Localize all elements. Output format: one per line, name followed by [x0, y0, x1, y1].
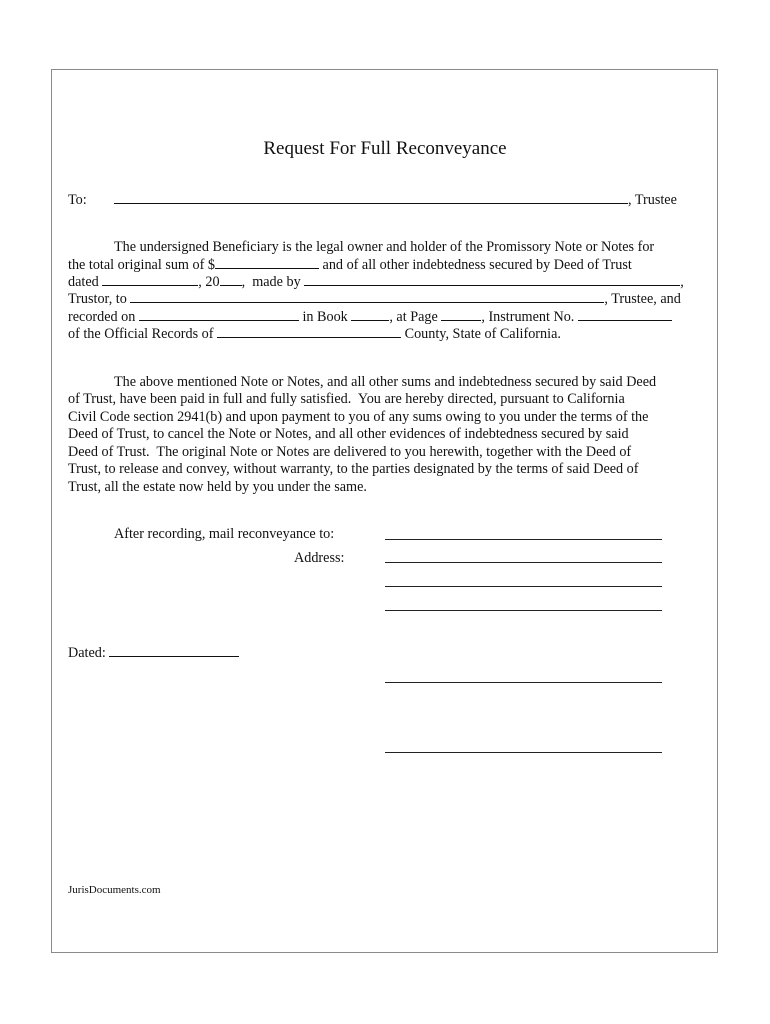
para1-line5: recorded on in Book , at Page , Instrument No. — [68, 308, 672, 326]
trustee-to-field[interactable] — [130, 291, 604, 303]
to-label: To: — [68, 192, 87, 208]
para2-line3: Civil Code section 2941(b) and upon payment to you of any sums owing to you under the terms of the — [68, 409, 649, 425]
para2-line4: Deed of Trust, to cancel the Note or Notes, and all other evidences of indebtedness secured by said — [68, 426, 629, 442]
instrument-no-field[interactable] — [578, 309, 672, 321]
para2-line6: Trust, to release and convey, without warranty, to the parties designated by the terms of said Deed of — [68, 461, 639, 477]
para2-line2: of Trust, have been paid in full and fully satisfied. You are hereby directed, pursuant to California — [68, 391, 625, 407]
address-line2-field[interactable] — [385, 586, 662, 587]
para2-line1: The above mentioned Note or Notes, and all other sums and indebtedness secured by said Deed — [114, 374, 657, 390]
original-sum-field[interactable] — [215, 257, 319, 269]
to-row — [68, 191, 87, 209]
book-field[interactable] — [351, 309, 389, 321]
document-title: Request For Full Reconveyance — [263, 138, 507, 159]
para1-line3: dated , 20 , made by , — [68, 274, 684, 290]
para1-line4: Trustor, to , Trustee, and — [68, 291, 681, 307]
signature-line-1[interactable] — [385, 682, 662, 683]
made-by-field[interactable] — [304, 274, 680, 286]
county-field[interactable] — [217, 326, 401, 338]
year-field[interactable] — [220, 274, 242, 286]
para1-line6: of the Official Records of County, State of California. — [68, 326, 561, 342]
dated-signature-field[interactable] — [109, 645, 239, 657]
para2-line7: Trust, all the estate now held by you under the same. — [68, 479, 367, 495]
dated-row — [68, 644, 239, 662]
para1-line2: the total original sum of $ and of all other indebtedness secured by Deed of Trust — [68, 257, 632, 273]
address-line1-field[interactable] — [385, 562, 662, 563]
address-label: Address: — [294, 550, 345, 566]
mail-reconveyance-label: After recording, mail reconveyance to: — [114, 526, 335, 542]
para1-line1: The undersigned Beneficiary is the legal owner and holder of the Promissory Note or Notes for — [114, 239, 655, 255]
page-field[interactable] — [441, 309, 481, 321]
trustee-name-field[interactable] — [114, 192, 628, 204]
address-line3-field[interactable] — [385, 610, 662, 611]
mail-name-field[interactable] — [385, 539, 662, 540]
trustee-label: , Trustee — [628, 192, 677, 208]
para2-line5: Deed of Trust. The original Note or Notes are delivered to you herewith, together with the Deed of — [68, 444, 632, 460]
dated-label: Dated: — [68, 645, 106, 661]
to-trustee-row — [114, 191, 677, 209]
signature-line-2[interactable] — [385, 752, 662, 753]
recorded-on-field[interactable] — [139, 309, 299, 321]
footer-source: JurisDocuments.com — [68, 884, 161, 896]
dated-field[interactable] — [102, 274, 198, 286]
